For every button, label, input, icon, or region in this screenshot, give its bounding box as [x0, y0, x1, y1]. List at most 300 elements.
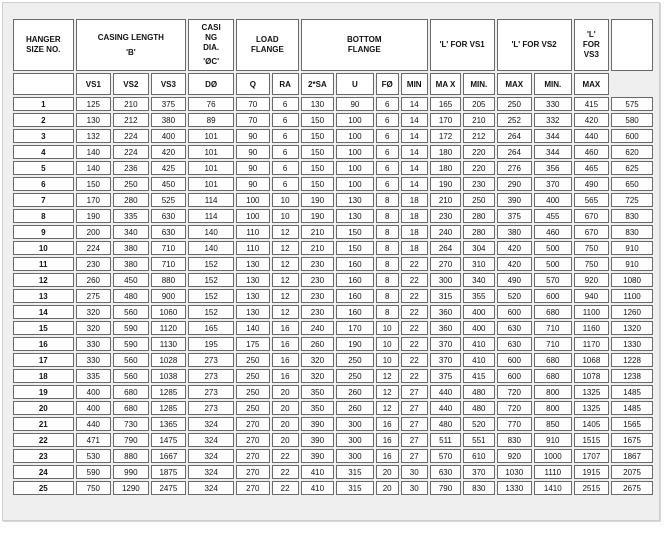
table-cell: 1410 [534, 481, 572, 495]
table-cell: 190 [301, 209, 334, 223]
table-row [13, 481, 653, 495]
table-cell: 1325 [574, 401, 610, 415]
header-l-vs3-line2: FOR [582, 40, 600, 49]
table-cell: 10 [376, 321, 399, 335]
table-cell: 140 [188, 225, 234, 239]
table-cell: 90 [236, 177, 269, 191]
table-cell: 940 [574, 289, 610, 303]
table-cell: 920 [497, 449, 533, 463]
table-cell: 16 [272, 353, 299, 367]
table-cell: 920 [574, 273, 610, 287]
header-l-vs2: 'L' FOR VS2 [497, 19, 572, 71]
table-cell: 324 [188, 465, 234, 479]
table-row [13, 449, 653, 463]
table-cell: 390 [301, 417, 334, 431]
table-cell: 12 [272, 257, 299, 271]
table-cell: 490 [497, 273, 533, 287]
table-row [13, 321, 653, 335]
table-cell: 18 [401, 241, 428, 255]
subheader-cell: VS1 [76, 73, 112, 95]
table-cell: 70 [236, 113, 269, 127]
table-cell: 172 [430, 129, 461, 143]
table-cell: 260 [336, 401, 374, 415]
table-cell: 27 [401, 417, 428, 431]
table-cell: 680 [534, 305, 572, 319]
table-cell: 12 [272, 289, 299, 303]
table-cell: 8 [376, 209, 399, 223]
table-cell: 460 [574, 145, 610, 159]
subheader-cell: RA [272, 73, 299, 95]
table-cell: 1130 [151, 337, 187, 351]
table-cell: 480 [113, 289, 149, 303]
table-cell: 1110 [534, 465, 572, 479]
table-body [13, 97, 653, 495]
table-cell: 600 [497, 305, 533, 319]
hanger-size-cell: 1 [13, 97, 74, 111]
table-cell: 1405 [574, 417, 610, 431]
table-cell: 725 [611, 193, 653, 207]
table-cell: 8 [376, 273, 399, 287]
table-cell: 152 [188, 257, 234, 271]
table-cell: 6 [376, 97, 399, 111]
table-cell: 100 [236, 209, 269, 223]
table-cell: 570 [534, 273, 572, 287]
table-cell: 101 [188, 145, 234, 159]
table-cell: 450 [113, 273, 149, 287]
table-cell: 670 [574, 209, 610, 223]
table-cell: 990 [113, 465, 149, 479]
table-cell: 8 [376, 289, 399, 303]
header-l-vs1: 'L' FOR VS1 [430, 19, 495, 71]
table-cell: 230 [301, 273, 334, 287]
hanger-size-cell: 6 [13, 177, 74, 191]
table-row [13, 289, 653, 303]
table-row [13, 433, 653, 447]
table-cell: 730 [113, 417, 149, 431]
hanger-size-cell: 16 [13, 337, 74, 351]
table-cell: 465 [574, 161, 610, 175]
subheader-cell: FØ [376, 73, 399, 95]
hanger-size-cell: 24 [13, 465, 74, 479]
table-cell: 380 [113, 257, 149, 271]
table-cell: 90 [236, 145, 269, 159]
table-cell: 205 [463, 97, 494, 111]
table-cell: 6 [272, 161, 299, 175]
header-bottom-flange [301, 19, 428, 71]
table-cell: 270 [236, 449, 269, 463]
table-cell: 390 [301, 449, 334, 463]
table-cell: 273 [188, 369, 234, 383]
table-cell: 210 [430, 193, 461, 207]
table-cell: 140 [76, 161, 112, 175]
hanger-size-cell: 3 [13, 129, 74, 143]
table-row [13, 241, 653, 255]
header-load-flange [236, 19, 299, 71]
table-cell: 264 [497, 145, 533, 159]
table-cell: 230 [430, 209, 461, 223]
table-cell: 400 [76, 401, 112, 415]
table-cell: 125 [76, 97, 112, 111]
table-cell: 250 [236, 369, 269, 383]
table-cell: 360 [430, 305, 461, 319]
table-cell: 76 [188, 97, 234, 111]
table-cell: 1667 [151, 449, 187, 463]
table-cell: 275 [76, 289, 112, 303]
table-row [13, 97, 653, 111]
table-cell: 900 [151, 289, 187, 303]
table-cell: 20 [272, 385, 299, 399]
hanger-size-cell: 25 [13, 481, 74, 495]
table-cell: 420 [497, 257, 533, 271]
table-cell: 480 [430, 417, 461, 431]
table-cell: 1365 [151, 417, 187, 431]
table-cell: 14 [401, 177, 428, 191]
hanger-size-cell: 23 [13, 449, 74, 463]
table-cell: 114 [188, 193, 234, 207]
table-cell: 630 [497, 321, 533, 335]
table-cell: 20 [376, 465, 399, 479]
table-cell: 260 [336, 385, 374, 399]
table-cell: 344 [534, 129, 572, 143]
table-cell: 330 [76, 337, 112, 351]
subheader-cell: MIN. [463, 73, 494, 95]
table-cell: 27 [401, 385, 428, 399]
table-cell: 140 [236, 321, 269, 335]
table-cell: 280 [113, 193, 149, 207]
table-row [13, 209, 653, 223]
table-cell: 140 [188, 241, 234, 255]
table-cell: 20 [272, 417, 299, 431]
table-cell: 12 [272, 225, 299, 239]
table-cell: 320 [76, 305, 112, 319]
table-cell: 90 [236, 129, 269, 143]
hanger-size-cell: 13 [13, 289, 74, 303]
table-cell: 830 [611, 225, 653, 239]
table-cell: 14 [401, 113, 428, 127]
table-cell: 160 [336, 289, 374, 303]
hanger-size-cell: 18 [13, 369, 74, 383]
table-cell: 300 [336, 449, 374, 463]
table-cell: 356 [534, 161, 572, 175]
header-casing-dia-line1: CASI [201, 23, 221, 32]
table-cell: 710 [534, 337, 572, 351]
table-row [13, 417, 653, 431]
table-cell: 20 [272, 433, 299, 447]
table-cell: 165 [430, 97, 461, 111]
hanger-size-cell: 22 [13, 433, 74, 447]
table-cell: 420 [497, 241, 533, 255]
table-row [13, 193, 653, 207]
table-cell: 165 [188, 321, 234, 335]
table-cell: 335 [113, 209, 149, 223]
table-cell: 70 [236, 97, 269, 111]
table-cell: 1565 [611, 417, 653, 431]
table-cell: 2675 [611, 481, 653, 495]
table-cell: 160 [336, 305, 374, 319]
table-cell: 200 [76, 225, 112, 239]
hanger-size-cell: 19 [13, 385, 74, 399]
table-cell: 400 [534, 193, 572, 207]
table-cell: 22 [272, 465, 299, 479]
table-cell: 480 [463, 385, 494, 399]
table-cell: 110 [236, 241, 269, 255]
table-cell: 500 [534, 241, 572, 255]
subheader-cell: MA X [430, 73, 461, 95]
table-cell: 315 [336, 481, 374, 495]
table-row [13, 113, 653, 127]
hanger-size-cell: 10 [13, 241, 74, 255]
header-l-vs3 [574, 19, 610, 71]
table-cell: 415 [463, 369, 494, 383]
table-cell: 830 [463, 481, 494, 495]
table-cell: 280 [463, 225, 494, 239]
table-cell: 10 [376, 337, 399, 351]
table-cell: 260 [301, 337, 334, 351]
table-cell: 390 [301, 433, 334, 447]
table-cell: 375 [151, 97, 187, 111]
table-cell: 2515 [574, 481, 610, 495]
table-cell: 580 [611, 113, 653, 127]
table-cell: 8 [376, 225, 399, 239]
table-cell: 230 [301, 257, 334, 271]
table-cell: 22 [401, 273, 428, 287]
header-casing-dia-line2: NG [205, 33, 218, 42]
table-cell: 720 [497, 385, 533, 399]
table-cell: 600 [534, 289, 572, 303]
table-cell: 1068 [574, 353, 610, 367]
table-cell: 910 [534, 433, 572, 447]
table-cell: 625 [611, 161, 653, 175]
table-cell: 360 [430, 321, 461, 335]
table-cell: 370 [430, 337, 461, 351]
table-cell: 27 [401, 449, 428, 463]
table-cell: 425 [151, 161, 187, 175]
table-cell: 2475 [151, 481, 187, 495]
table-cell: 250 [463, 193, 494, 207]
table-cell: 830 [611, 209, 653, 223]
hanger-size-cell: 11 [13, 257, 74, 271]
table-cell: 460 [534, 225, 572, 239]
hanger-size-cell: 4 [13, 145, 74, 159]
table-cell: 14 [401, 145, 428, 159]
table-cell: 170 [430, 113, 461, 127]
table-row [13, 385, 653, 399]
table-cell: 220 [463, 145, 494, 159]
table-cell: 16 [376, 417, 399, 431]
table-cell: 390 [497, 193, 533, 207]
table-cell: 440 [76, 417, 112, 431]
table-cell: 320 [76, 321, 112, 335]
table-cell: 130 [236, 257, 269, 271]
table-cell: 276 [497, 161, 533, 175]
table-cell: 180 [430, 161, 461, 175]
header-casing-dia-line3: DIA. [203, 43, 220, 52]
table-cell: 530 [76, 449, 112, 463]
header-load-flange-line2: FLANGE [250, 45, 284, 54]
subheader-row [13, 73, 653, 95]
table-cell: 6 [272, 145, 299, 159]
table-cell: 1100 [574, 305, 610, 319]
header-hanger-size-line2: SIZE NO. [26, 45, 61, 54]
table-row [13, 161, 653, 175]
table-cell: 270 [236, 481, 269, 495]
table-cell: 27 [401, 401, 428, 415]
table-cell: 130 [336, 209, 374, 223]
table-cell: 850 [534, 417, 572, 431]
table-cell: 270 [430, 257, 461, 271]
subheader-cell: 2*SA [301, 73, 334, 95]
table-cell: 440 [430, 385, 461, 399]
table-cell: 560 [113, 369, 149, 383]
table-cell: 18 [401, 225, 428, 239]
table-cell: 1100 [611, 289, 653, 303]
table-row [13, 225, 653, 239]
table-cell: 130 [76, 113, 112, 127]
table-cell: 420 [151, 145, 187, 159]
table-cell: 6 [272, 97, 299, 111]
table-cell: 355 [463, 289, 494, 303]
table-cell: 240 [430, 225, 461, 239]
table-row [13, 465, 653, 479]
table-cell: 10 [272, 193, 299, 207]
table-cell: 150 [301, 145, 334, 159]
table-cell: 630 [151, 225, 187, 239]
table-cell: 610 [463, 449, 494, 463]
table-cell: 380 [151, 113, 187, 127]
table-cell: 6 [272, 177, 299, 191]
table-cell: 190 [76, 209, 112, 223]
table-cell: 18 [401, 209, 428, 223]
table-cell: 252 [497, 113, 533, 127]
hanger-size-cell: 12 [13, 273, 74, 287]
table-cell: 304 [463, 241, 494, 255]
table-cell: 2075 [611, 465, 653, 479]
table-cell: 680 [534, 369, 572, 383]
table-cell: 380 [113, 241, 149, 255]
table-cell: 273 [188, 385, 234, 399]
table-cell: 210 [113, 97, 149, 111]
table-row [13, 273, 653, 287]
table-cell: 12 [272, 305, 299, 319]
table-cell: 1675 [611, 433, 653, 447]
table-cell: 16 [376, 449, 399, 463]
table-cell: 630 [151, 209, 187, 223]
table-cell: 1170 [574, 337, 610, 351]
table-cell: 1320 [611, 321, 653, 335]
table-cell: 332 [534, 113, 572, 127]
table-cell: 250 [497, 97, 533, 111]
table-cell: 14 [401, 129, 428, 143]
table-cell: 350 [301, 401, 334, 415]
hanger-size-cell: 9 [13, 225, 74, 239]
table-cell: 335 [76, 369, 112, 383]
table-cell: 140 [76, 145, 112, 159]
table-cell: 210 [301, 225, 334, 239]
table-cell: 1915 [574, 465, 610, 479]
table-cell: 400 [463, 321, 494, 335]
table-cell: 150 [301, 161, 334, 175]
table-cell: 273 [188, 401, 234, 415]
table-cell: 324 [188, 433, 234, 447]
table-cell: 370 [463, 465, 494, 479]
hanger-size-cell: 2 [13, 113, 74, 127]
table-cell: 1028 [151, 353, 187, 367]
hanger-size-cell: 21 [13, 417, 74, 431]
table-cell: 250 [236, 401, 269, 415]
table-cell: 560 [113, 305, 149, 319]
table-cell: 224 [113, 145, 149, 159]
table-cell: 260 [76, 273, 112, 287]
header-casing-length-line2: 'B' [126, 47, 136, 57]
table-cell: 89 [188, 113, 234, 127]
table-cell: 1030 [497, 465, 533, 479]
table-cell: 400 [151, 129, 187, 143]
table-cell: 770 [497, 417, 533, 431]
table-cell: 8 [376, 193, 399, 207]
table-cell: 114 [188, 209, 234, 223]
header-hanger-size [13, 19, 74, 71]
table-row [13, 305, 653, 319]
table-cell: 160 [336, 257, 374, 271]
table-cell: 212 [463, 129, 494, 143]
table-cell: 910 [611, 241, 653, 255]
table-cell: 224 [113, 129, 149, 143]
table-cell: 6 [376, 129, 399, 143]
table-cell: 250 [336, 369, 374, 383]
table-cell: 1080 [611, 273, 653, 287]
table-cell: 410 [463, 353, 494, 367]
table-cell: 1078 [574, 369, 610, 383]
table-cell: 480 [463, 401, 494, 415]
hanger-size-cell: 7 [13, 193, 74, 207]
table-cell: 224 [76, 241, 112, 255]
table-cell: 500 [534, 257, 572, 271]
table-cell: 375 [497, 209, 533, 223]
table-cell: 525 [151, 193, 187, 207]
table-cell: 570 [430, 449, 461, 463]
table-cell: 1285 [151, 385, 187, 399]
table-cell: 175 [236, 337, 269, 351]
header-casing-length [76, 19, 187, 71]
table-cell: 1485 [611, 385, 653, 399]
table-cell: 1290 [113, 481, 149, 495]
table-cell: 1330 [497, 481, 533, 495]
table-cell: 152 [188, 305, 234, 319]
table-cell: 440 [430, 401, 461, 415]
table-cell: 22 [272, 481, 299, 495]
table-cell: 250 [336, 353, 374, 367]
table-cell: 680 [113, 401, 149, 415]
table-cell: 1285 [151, 401, 187, 415]
table-cell: 10 [376, 353, 399, 367]
table-cell: 600 [497, 353, 533, 367]
table-cell: 6 [272, 113, 299, 127]
subheader-cell: DØ [188, 73, 234, 95]
table-cell: 101 [188, 129, 234, 143]
table-cell: 8 [376, 257, 399, 271]
header-casing-length-line1: CASING LENGTH [97, 32, 164, 42]
table-cell: 370 [534, 177, 572, 191]
header-casing-dia-line4: 'ØC' [203, 57, 220, 66]
table-cell: 100 [336, 145, 374, 159]
table-cell: 650 [611, 177, 653, 191]
table-cell: 590 [113, 321, 149, 335]
table-row [13, 353, 653, 367]
table-cell: 590 [113, 337, 149, 351]
table-cell: 270 [236, 433, 269, 447]
table-cell: 6 [272, 129, 299, 143]
table-cell: 880 [113, 449, 149, 463]
